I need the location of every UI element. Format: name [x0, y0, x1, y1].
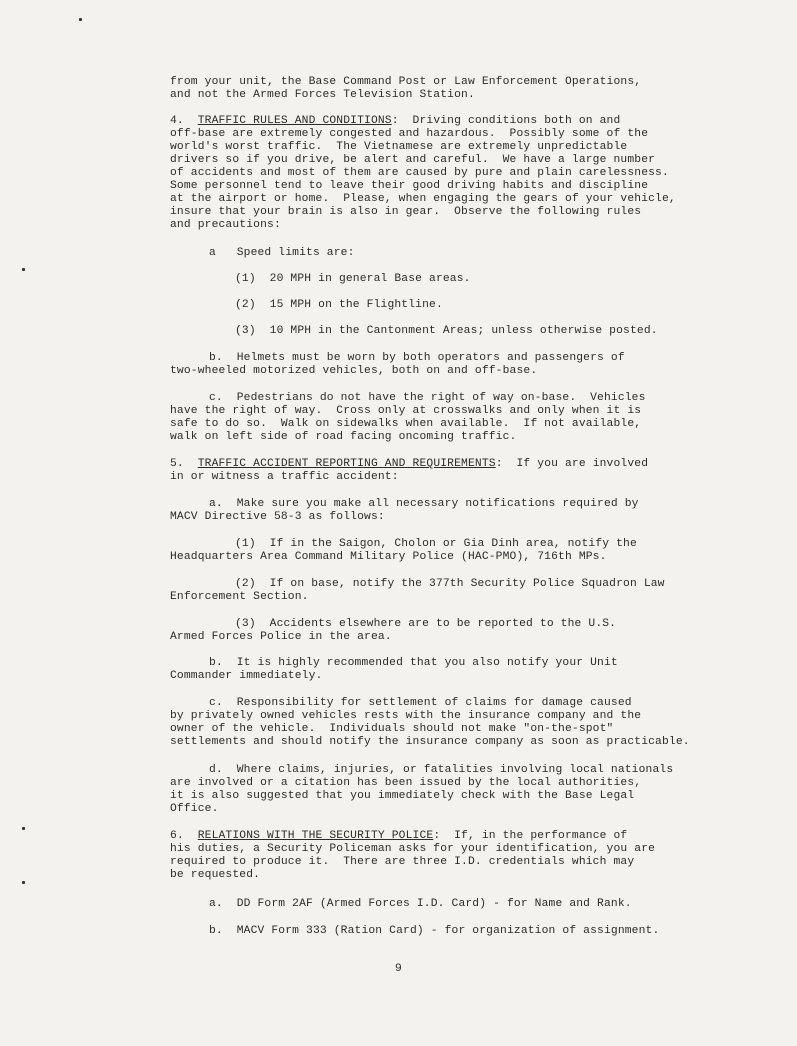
section-4-item-c-line-2: have the right of way. Cross only at crosswalks and only when it is — [170, 405, 642, 417]
section-5-item-a3-line-2: Armed Forces Police in the area. — [170, 631, 392, 643]
section-4-item-c-line-1: c. Pedestrians do not have the right of way on-base. Vehicles — [209, 392, 646, 404]
section-4-line-7: at the airport or home. Please, when engaging the gears of your vehicle, — [170, 193, 676, 205]
section-4-number: 4. — [170, 115, 184, 127]
section-4-item-a-1: (1) 20 MPH in general Base areas. — [235, 273, 471, 285]
section-5-item-d-line-2: are involved or a citation has been issued by the local authorities, — [170, 777, 642, 789]
section-5-item-a1-line-2: Headquarters Area Command Military Police (HAC-PMO), 716th MPs. — [170, 551, 607, 563]
section-5-item-b-line-1: b. It is highly recommended that you also notify your Unit — [209, 657, 618, 669]
section-4-item-c-line-3: safe to do so. Walk on sidewalks when available. If not available, — [170, 418, 642, 430]
section-4-heading: TRAFFIC RULES AND CONDITIONS — [197, 115, 392, 127]
section-6-line-1-rest: : If, in the performance of — [433, 830, 628, 842]
section-5-item-b-line-2: Commander immediately. — [170, 670, 323, 682]
section-5-item-d-line-3: it is also suggested that you immediately check with the Base Legal — [170, 790, 635, 802]
section-6-line-3: required to produce it. There are three I.D. credentials which may — [170, 856, 635, 868]
margin-mark — [22, 881, 25, 884]
section-5-heading-line — [170, 458, 648, 471]
section-5-item-c-line-2: by privately owned vehicles rests with the insurance company and the — [170, 710, 642, 722]
section-4-line-1-rest: : Driving conditions both on and — [391, 115, 621, 127]
section-6-heading-line — [170, 830, 627, 843]
section-5-item-a2-line-2: Enforcement Section. — [170, 591, 309, 603]
section-4-item-a: a Speed limits are: — [209, 247, 355, 259]
section-4-heading-line — [170, 115, 620, 128]
section-5-item-a2-line-1: (2) If on base, notify the 377th Security Police Squadron Law — [235, 578, 665, 590]
section-4-line-4: drivers so if you drive, be alert and careful. We have a large number — [170, 154, 656, 166]
section-5-item-c-line-3: owner of the vehicle. Individuals should not make "on-the-spot" — [170, 723, 614, 735]
section-4-line-5: of accidents and most of them are caused by pure and plain carelessness. — [170, 167, 669, 179]
section-4-line-2: off-base are extremely congested and hazardous. Possibly some of the — [170, 128, 649, 140]
section-4-item-a-2: (2) 15 MPH on the Flightline. — [235, 299, 443, 311]
section-5-item-c-line-1: c. Responsibility for settlement of claims for damage caused — [209, 697, 632, 709]
section-4-item-b-line-2: two-wheeled motorized vehicles, both on and off-base. — [170, 365, 538, 377]
section-4-item-b-line-1: b. Helmets must be worn by both operators and passengers of — [209, 352, 625, 364]
section-5-line-2: in or witness a traffic accident: — [170, 471, 399, 483]
section-6-line-4: be requested. — [170, 869, 261, 881]
section-5-item-a3-line-1: (3) Accidents elsewhere are to be reported to the U.S. — [235, 618, 617, 630]
section-4-line-6: Some personnel tend to leave their good driving habits and discipline — [170, 180, 649, 192]
section-5-item-d-line-1: d. Where claims, injuries, or fatalities involving local nationals — [209, 764, 674, 776]
section-4-line-9: and precautions: — [170, 219, 281, 231]
section-5-number: 5. — [170, 458, 184, 470]
intro-line-2: and not the Armed Forces Television Station. — [170, 89, 475, 101]
section-5-line-1-rest: : If you are involved — [495, 458, 649, 470]
margin-mark — [22, 827, 25, 830]
section-6-line-2: his duties, a Security Policeman asks for your identification, you are — [170, 843, 656, 855]
section-6-number: 6. — [170, 830, 184, 842]
section-5-heading: TRAFFIC ACCIDENT REPORTING AND REQUIREMENTS — [197, 458, 496, 470]
section-5-item-a-line-1: a. Make sure you make all necessary notifications required by — [209, 498, 639, 510]
section-4-item-c-line-4: walk on left side of road facing oncoming traffic. — [170, 431, 517, 443]
section-4-line-8: insure that your brain is also in gear. Observe the following rules — [170, 206, 642, 218]
section-6-heading: RELATIONS WITH THE SECURITY POLICE — [197, 830, 434, 842]
section-5-item-a1-line-1: (1) If in the Saigon, Cholon or Gia Dinh area, notify the — [235, 538, 637, 550]
section-5-item-d-line-4: Office. — [170, 803, 219, 815]
section-4-item-a-3: (3) 10 MPH in the Cantonment Areas; unless otherwise posted. — [235, 325, 658, 337]
section-5-item-c-line-4: settlements and should notify the insurance company as soon as practicable. — [170, 736, 690, 748]
page-number: 9 — [395, 963, 402, 975]
intro-line-1: from your unit, the Base Command Post or Law Enforcement Operations, — [170, 76, 642, 88]
margin-mark — [22, 268, 25, 271]
section-5-item-a-line-2: MACV Directive 58-3 as follows: — [170, 511, 385, 523]
section-6-item-b: b. MACV Form 333 (Ration Card) - for organization of assignment. — [209, 925, 660, 937]
margin-mark — [79, 18, 82, 21]
section-6-item-a: a. DD Form 2AF (Armed Forces I.D. Card) - for Name and Rank. — [209, 898, 632, 910]
section-4-line-3: world's worst traffic. The Vietnamese are extremely unpredictable — [170, 141, 628, 153]
